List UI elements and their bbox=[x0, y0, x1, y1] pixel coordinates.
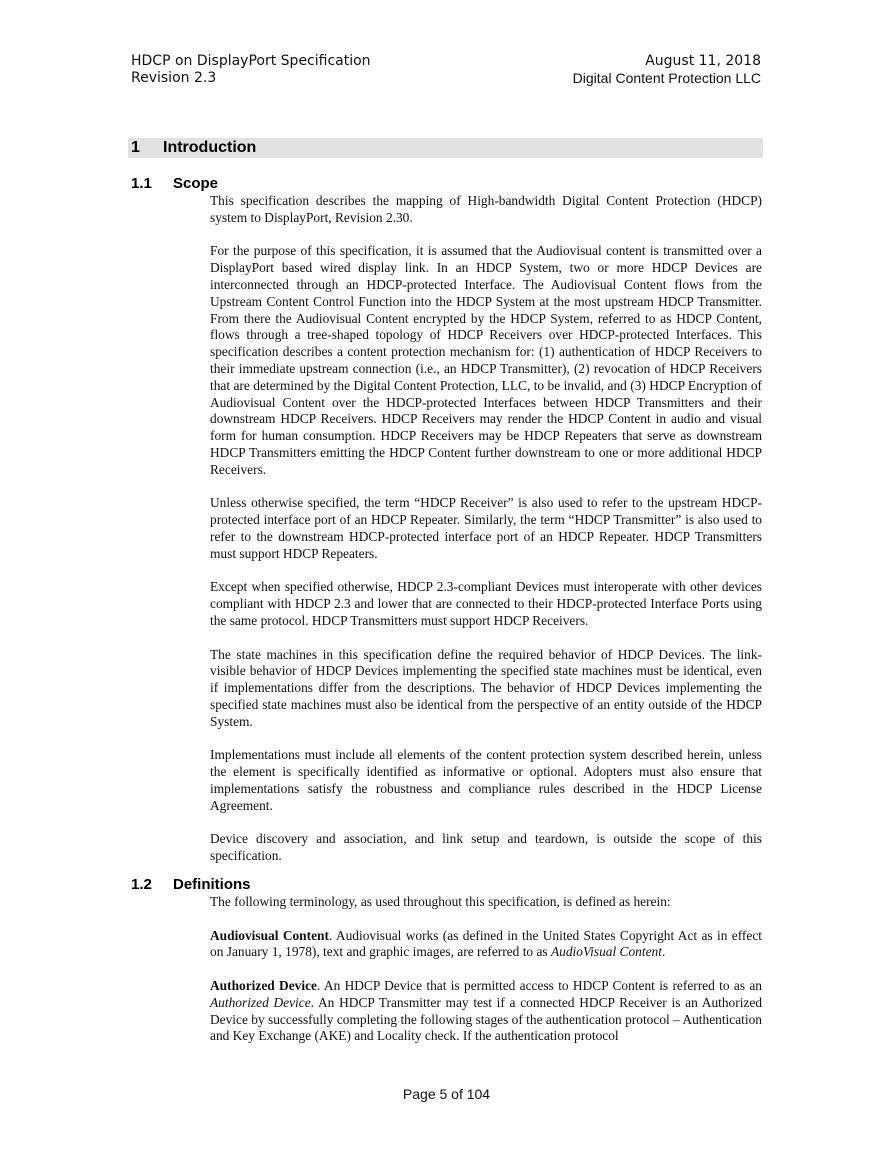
section-heading bbox=[131, 138, 256, 158]
subsection-title: Scope bbox=[173, 175, 219, 192]
definition-audiovisual-content bbox=[210, 928, 762, 962]
page-number: Page 5 of 104 bbox=[402, 1086, 491, 1102]
scope-paragraph: The state machines in this specification define the required behavior of HDCP Devices. The link-visible behavior of HDCP Devices implementing the specified state machines must be identical, even if implementations differ from the descriptions. The behavior of HDCP Devices implementing the specified state machines must also be identical from the perspective of an entity outside of the HDCP System. bbox=[210, 646, 762, 729]
definitions-intro: The following terminology, as used throughout this specification, is defined as herein: bbox=[210, 894, 671, 909]
spec-organization: Digital Content Protection LLC bbox=[572, 70, 761, 86]
spec-date: August 11, 2018 bbox=[645, 53, 761, 69]
running-header-right bbox=[573, 53, 761, 87]
definition-term: Audiovisual Content bbox=[210, 927, 329, 943]
scope-paragraph: Except when specified otherwise, HDCP 2.3-compliant Devices must interoperate with other devices compliant with HDCP 2.3 and lower that are connected to their HDCP-protected Interface Ports using the same protocol. HDCP Transmitters must support HDCP Receivers. bbox=[210, 579, 762, 628]
section-title: Introduction bbox=[163, 139, 257, 156]
scope-paragraph: Unless otherwise specified, the term “HDCP Receiver” is also used to refer to the upstream HDCP-protected interface port of an HDCP Repeater. Similarly, the term “HDCP Transmitter” is also used to refer to the downstream HDCP-protected interface port of an HDCP Repeater. HDCP Transmitters must support HDCP Repeaters. bbox=[210, 495, 762, 561]
scope-paragraph: For the purpose of this specification, it is assumed that the Audiovisual content is transmitted over a DisplayPort based wired display link. In an HDCP System, two or more HDCP Devices are interconnected through an HDCP-protected Interface. The Audiovisual Content flows from the Upstream Content Control Function into the HDCP System at the most upstream HDCP Transmitter. From there the Audiovisual Content encrypted by the HDCP System, referred to as HDCP Content, flows through a tree-shaped topology of HDCP Receivers over HDCP-protected Interfaces. This specification describes a content protection mechanism for: (1) authentication of HDCP Receivers to their immediate upstream connection (i.e., an HDCP Transmitter), (2) revocation of HDCP Receivers that are determined by the Digital Content Protection, LLC, to be invalid, and (3) HDCP Encryption of Audiovisual Content over the HDCP-protected Interfaces between HDCP Transmitters and their downstream HDCP Receivers. HDCP Receivers may render the HDCP Content in audio and visual form for human consumption. HDCP Receivers may be HDCP Repeaters that serve as downstream HDCP Transmitters emitting the HDCP Content further downstream to one or more additional HDCP Receivers. bbox=[210, 243, 762, 477]
scope-body bbox=[210, 193, 762, 865]
definition-authorized-device bbox=[210, 978, 762, 1045]
subsection-number: 1.2 bbox=[131, 876, 152, 893]
definition-text: . Audiovisual works (as defined in the United States Copyright Act as in effect on January 1, 1978), text and graphic images, are referred to as bbox=[210, 927, 762, 960]
subsection-title: Definitions bbox=[173, 876, 251, 893]
definition-term: Authorized Device bbox=[210, 977, 317, 993]
definition-text: . An HDCP Device that is permitted access to HDCP Content is referred to as an bbox=[316, 977, 763, 993]
subsection-number: 1.1 bbox=[131, 175, 152, 192]
spec-title: HDCP on DisplayPort Specification bbox=[131, 53, 371, 69]
definition-text-end: . bbox=[661, 944, 666, 960]
scope-paragraph: This specification describes the mapping of High-bandwidth Digital Content Protection (HDCP) system to DisplayPort, Revision 2.30. bbox=[210, 193, 762, 225]
section-number: 1 bbox=[131, 139, 140, 156]
definitions-body bbox=[210, 894, 762, 1045]
scope-paragraph: Device discovery and association, and link setup and teardown, is outside the scope of this specification. bbox=[210, 831, 762, 864]
subsection-heading-scope bbox=[131, 175, 218, 193]
definition-italic-term: AudioVisual Content bbox=[550, 944, 662, 960]
subsection-heading-definitions bbox=[131, 876, 251, 894]
definition-italic-term: Authorized Device bbox=[210, 994, 311, 1010]
scope-paragraph: Implementations must include all elements of the content protection system described herein, unless the element is specifically identified as informative or optional. Adopters must also ensure that implementations satisfy the robustness and compliance rules described in the HDCP License Agreement. bbox=[210, 747, 762, 813]
running-header-left bbox=[131, 53, 371, 87]
spec-revision: Revision 2.3 bbox=[131, 70, 217, 86]
definition-text: . An HDCP Transmitter may test if a connected HDCP Receiver is an Authorized Device by successfully completing the following stages of the authentication protocol – Authentication and Key Exchange (AKE) and Locality check. If the authentication protocol bbox=[210, 994, 763, 1044]
